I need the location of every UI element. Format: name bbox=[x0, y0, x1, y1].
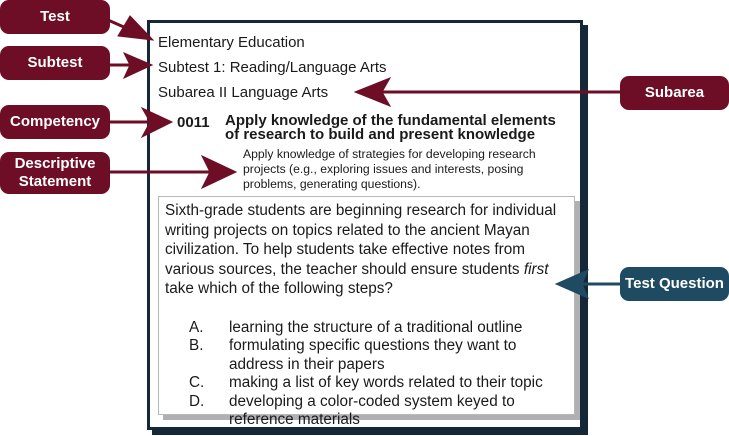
competency-line: of research to build and present knowledge bbox=[225, 126, 536, 143]
subarea-title: Subarea II Language Arts bbox=[158, 84, 329, 101]
option-key: C. bbox=[189, 374, 205, 391]
competency-line: Apply knowledge of the fundamental elements bbox=[225, 112, 556, 129]
descriptive-line: projects (e.g., exploring issues and interests, posing bbox=[243, 162, 524, 176]
test-title: Elementary Education bbox=[158, 34, 305, 51]
option-key: A. bbox=[189, 318, 204, 336]
label-subarea: Subarea bbox=[620, 76, 729, 110]
label-competency: Competency bbox=[0, 105, 110, 139]
subtest-title: Subtest 1: Reading/Language Arts bbox=[158, 59, 387, 76]
stem-text: take which of the following steps? bbox=[165, 280, 393, 297]
option-text: developing a color-coded system keyed to reference materials bbox=[229, 392, 515, 428]
option-key: D. bbox=[189, 392, 205, 410]
stem-text: Sixth-grade students are beginning research for individual writing projects on topics related to the ancient Mayan civilization. To help students take effective notes from various sources, the teacher should ensure students bbox=[165, 202, 557, 278]
option-key: B. bbox=[189, 337, 204, 354]
stem-italic: first bbox=[523, 260, 549, 278]
label-subtest: Subtest bbox=[0, 46, 110, 80]
option-text: making a list of key words related to their topic bbox=[229, 374, 543, 391]
option-text: formulating specific questions they want to address in their papers bbox=[229, 337, 517, 373]
label-descriptive-statement: Descriptive Statement bbox=[0, 152, 110, 194]
arrow-test-icon bbox=[118, 16, 153, 40]
descriptive-line: problems, generating questions). bbox=[243, 177, 421, 191]
option-text: learning the structure of a traditional outline bbox=[229, 318, 523, 336]
descriptive-line: Apply knowledge of strategies for developing research bbox=[243, 147, 536, 161]
label-test-question: Test Question bbox=[620, 267, 729, 301]
competency-number: 0011 bbox=[177, 114, 210, 131]
label-test: Test bbox=[0, 0, 110, 34]
